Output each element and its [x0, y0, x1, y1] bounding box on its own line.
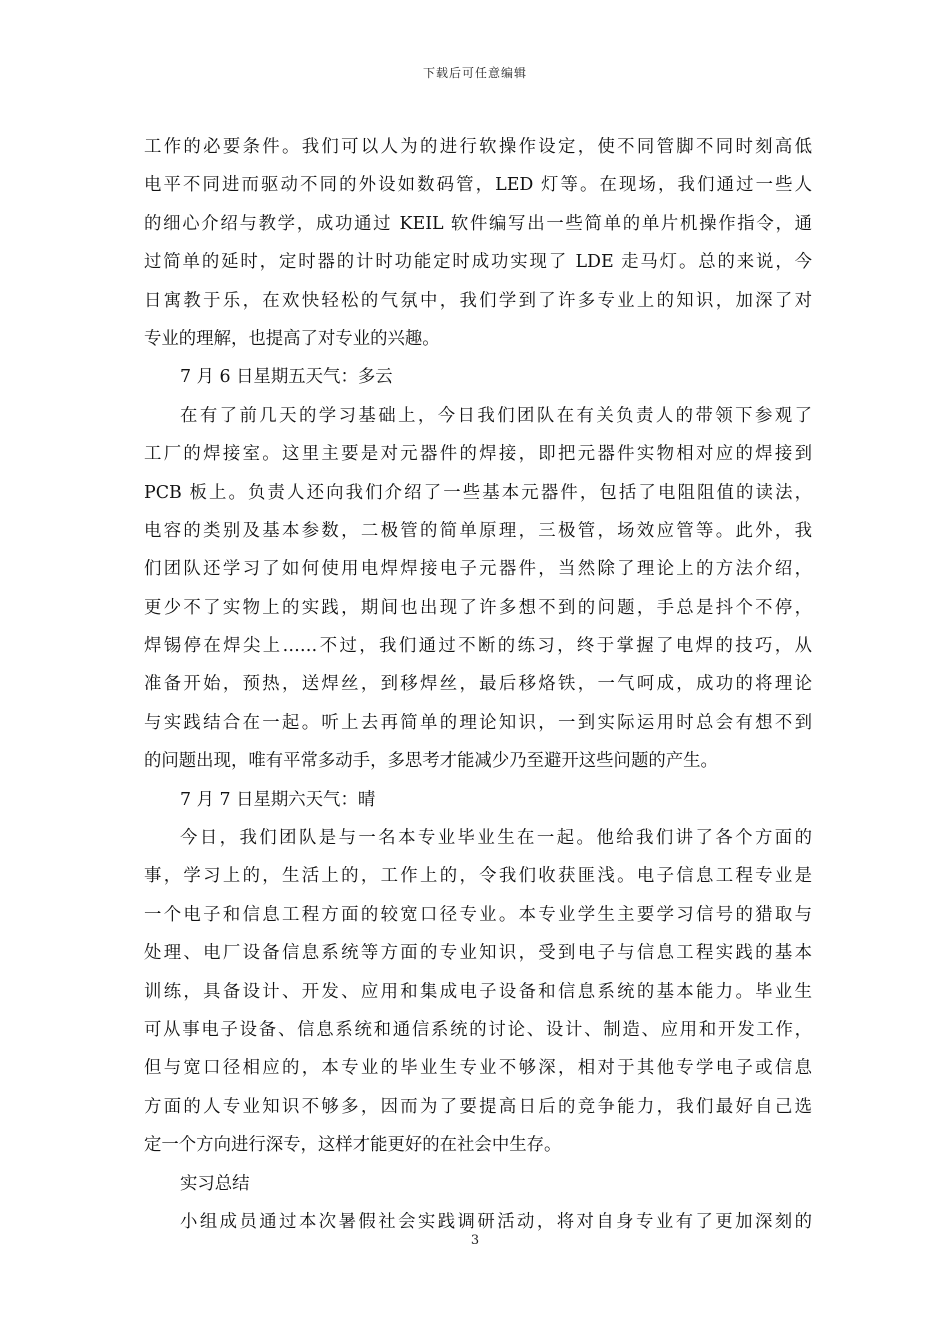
- text-line: 准备开始，预热，送焊丝，到移焊丝，最后移烙铁，一气呵成，成功的将理论: [144, 674, 812, 695]
- paragraph-graduate: [144, 819, 812, 1165]
- text-line: 专业的理解，也提高了对专业的兴趣。: [144, 328, 440, 349]
- text-line: 今日，我们团队是与一名本专业毕业生在一起。他给我们讲了各个方面的: [180, 828, 812, 849]
- paragraph-welding: [144, 397, 812, 781]
- section-heading-summary: 实习总结: [180, 1173, 250, 1194]
- text-line: 焊锡停在焊尖上……不过，我们通过不断的练习，终于掌握了电焊的技巧，从: [144, 636, 812, 657]
- text-line: 但与宽口径相应的，本专业的毕业生专业不够深，相对于其他专学电子或信息: [144, 1058, 812, 1079]
- text-line: 工作的必要条件。我们可以人为的进行软操作设定，使不同管脚不同时刻高低: [144, 137, 812, 157]
- text-line: 可从事电子设备、信息系统和通信系统的讨论、设计、制造、应用和开发工作，: [144, 1019, 812, 1040]
- text-line: 在有了前几天的学习基础上，今日我们团队在有关负责人的带领下参观了: [180, 405, 812, 426]
- text-line: 的细心介绍与教学，成功通过 KEIL 软件编写出一些简单的单片机操作指令，通: [144, 213, 812, 234]
- text-line: PCB 板上。负责人还向我们介绍了一些基本元器件，包括了电阻阻值的读法，: [144, 482, 812, 503]
- text-line: 处理、电厂设备信息系统等方面的专业知识，受到电子与信息工程实践的基本: [144, 943, 812, 964]
- text-line: 事，学习上的，生活上的，工作上的，令我们收获匪浅。电子信息工程专业是: [144, 866, 812, 887]
- text-line: 训练，具备设计、开发、应用和集成电子设备和信息系统的基本能力。毕业生: [144, 981, 812, 1002]
- text-line: 电平不同进而驱动不同的外设如数码管，LED 灯等。在现场，我们通过一些人: [144, 175, 812, 196]
- text-line: 小组成员通过本次暑假社会实践调研活动，将对自身专业有了更加深刻的: [180, 1211, 812, 1232]
- page-header: 下载后可任意编辑: [422, 66, 527, 80]
- text-line: 工厂的焊接室。这里主要是对元器件的焊接，即把元器件实物相对应的焊接到: [144, 444, 812, 465]
- date-heading-july-7: 7 月 7 日星期六天气：晴: [180, 789, 376, 810]
- text-line: 方面的人专业知识不够多，因而为了要提高日后的竞争能力，我们最好自己选: [144, 1096, 812, 1117]
- paragraph-microcontroller: [144, 128, 812, 358]
- date-heading-july-6: 7 月 6 日星期五天气：多云: [180, 367, 393, 388]
- text-line: 过简单的延时，定时器的计时功能定时成功实现了 LDE 走马灯。总的来说，今: [144, 252, 812, 273]
- text-line: 一个电子和信息工程方面的较宽口径专业。本专业学生主要学习信号的猎取与: [144, 904, 812, 925]
- document-body: [144, 128, 812, 1241]
- text-line: 与实践结合在一起。听上去再简单的理论知识，一到实际运用时总会有想不到: [144, 712, 812, 733]
- text-line: 日寓教于乐，在欢快轻松的气氛中，我们学到了许多专业上的知识，加深了对: [144, 290, 812, 311]
- text-line: 们团队还学习了如何使用电焊焊接电子元器件，当然除了理论上的方法介绍，: [144, 559, 812, 580]
- text-line: 的问题出现，唯有平常多动手，多思考才能减少乃至避开这些问题的产生。: [144, 751, 718, 772]
- text-line: 电容的类别及基本参数，二极管的简单原理，三极管，场效应管等。此外，我: [144, 520, 812, 541]
- text-line: 定一个方向进行深专，这样才能更好的在社会中生存。: [144, 1135, 562, 1156]
- text-line: 更少不了实物上的实践，期间也出现了许多想不到的问题，手总是抖个不停，: [144, 597, 812, 618]
- page-number: 3: [470, 1233, 480, 1248]
